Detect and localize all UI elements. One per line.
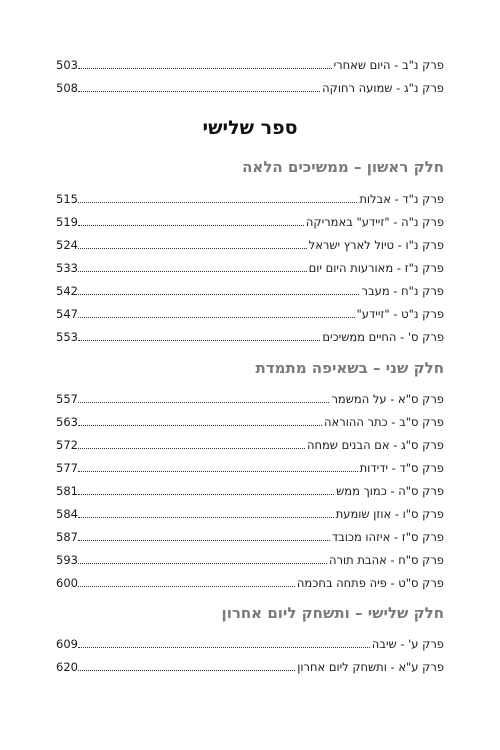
entry-page: 581	[56, 484, 78, 498]
entry-title: פרק ס"א - על המשמר	[331, 392, 444, 406]
entry-title: פרק נ"ה - "זיידע" באמריקה	[305, 215, 444, 229]
dot-leader	[78, 248, 307, 249]
toc-entry	[56, 52, 444, 72]
entry-page: 524	[56, 238, 78, 252]
toc-entry	[56, 570, 444, 590]
entry-title: פרק נ"ב - היום שאחרי	[333, 58, 444, 72]
dot-leader	[78, 91, 320, 92]
toc-entry	[56, 547, 444, 567]
entry-page: 600	[56, 576, 78, 590]
entry-page: 584	[56, 507, 78, 521]
entry-page: 547	[56, 307, 78, 321]
dot-leader	[78, 563, 327, 564]
entry-page: 577	[56, 461, 78, 475]
entry-page: 557	[56, 392, 78, 406]
entry-page: 563	[56, 415, 78, 429]
dot-leader	[78, 317, 355, 318]
dot-leader	[78, 670, 295, 671]
dot-leader	[78, 517, 334, 518]
toc-entry	[56, 478, 444, 498]
dot-leader	[78, 425, 322, 426]
entry-title: פרק ס"ב - כתר ההוראה	[324, 415, 444, 429]
entry-title: פרק ס' - החיים ממשיכים	[322, 330, 444, 344]
entry-page: 587	[56, 530, 78, 544]
dot-leader	[78, 586, 295, 587]
toc-entry	[56, 232, 444, 252]
entry-title: פרק ע' - שיבה	[371, 637, 444, 651]
entry-page: 519	[56, 215, 78, 229]
dot-leader	[78, 294, 359, 295]
entry-title: פרק ס"ג - אם הבנים שמחה	[306, 438, 444, 452]
entry-page: 533	[56, 261, 78, 275]
entry-title: פרק ס"ה - כמוך ממש	[336, 484, 444, 498]
entry-title: פרק ס"ט - פיה פתחה בחכמה	[296, 576, 444, 590]
entry-title: פרק ע"א - ותשחק ליום אחרון	[297, 660, 444, 674]
entry-title: פרק נ"ז - מאורעות היום יום	[308, 261, 444, 275]
dot-leader	[78, 68, 332, 69]
entry-page: 542	[56, 284, 78, 298]
toc-entry	[56, 386, 444, 406]
toc-entry	[56, 209, 444, 229]
entry-page: 572	[56, 438, 78, 452]
entry-title: פרק נ"ג - שמועה רחוקה	[322, 81, 444, 95]
toc-entry	[56, 75, 444, 95]
toc-entry	[56, 409, 444, 429]
entry-page: 553	[56, 330, 78, 344]
toc-entry	[56, 186, 444, 206]
entry-page: 609	[56, 637, 78, 651]
dot-leader	[78, 225, 304, 226]
dot-leader	[78, 494, 334, 495]
entry-page: 503	[56, 58, 78, 72]
part-title: חלק שלישי – ותשחק ליום אחרון	[221, 604, 444, 622]
dot-leader	[78, 402, 329, 403]
entry-title: פרק נ"ד - אבלות	[359, 192, 444, 206]
entry-page: 620	[56, 660, 78, 674]
toc-entry	[56, 301, 444, 321]
dot-leader	[78, 471, 358, 472]
entry-title: פרק ס"ד - ידידות	[359, 461, 444, 475]
toc-entry	[56, 501, 444, 521]
toc-entry	[56, 654, 444, 674]
dot-leader	[78, 448, 305, 449]
entry-page: 593	[56, 553, 78, 567]
part-title: חלק ראשון – ממשיכים הלאה	[242, 158, 444, 176]
dot-leader	[78, 340, 320, 341]
entry-title: פרק נ"ו - טיול לארץ ישראל	[308, 238, 444, 252]
toc-entry	[56, 255, 444, 275]
book-title: ספר שלישי	[202, 117, 298, 139]
entry-title: פרק נ"ח - מעבר	[361, 284, 444, 298]
toc-entry	[56, 524, 444, 544]
dot-leader	[78, 271, 307, 272]
toc-entry	[56, 631, 444, 651]
entry-title: פרק ס"ח - אהבת תורה	[329, 553, 444, 567]
toc-entry	[56, 455, 444, 475]
entry-page: 515	[56, 192, 78, 206]
toc-entry	[56, 278, 444, 298]
entry-title: פרק נ"ט - "זיידע"	[356, 307, 444, 321]
entry-page: 508	[56, 81, 78, 95]
entry-title: פרק ס"ו - אוזן שומעת	[335, 507, 444, 521]
dot-leader	[78, 540, 330, 541]
part-title: חלק שני – בשאיפה מתמדת	[255, 359, 444, 377]
entry-title: פרק ס"ז - איזהו מכובד	[331, 530, 444, 544]
toc-entry	[56, 432, 444, 452]
toc-entry	[56, 324, 444, 344]
dot-leader	[78, 202, 357, 203]
dot-leader	[78, 647, 370, 648]
